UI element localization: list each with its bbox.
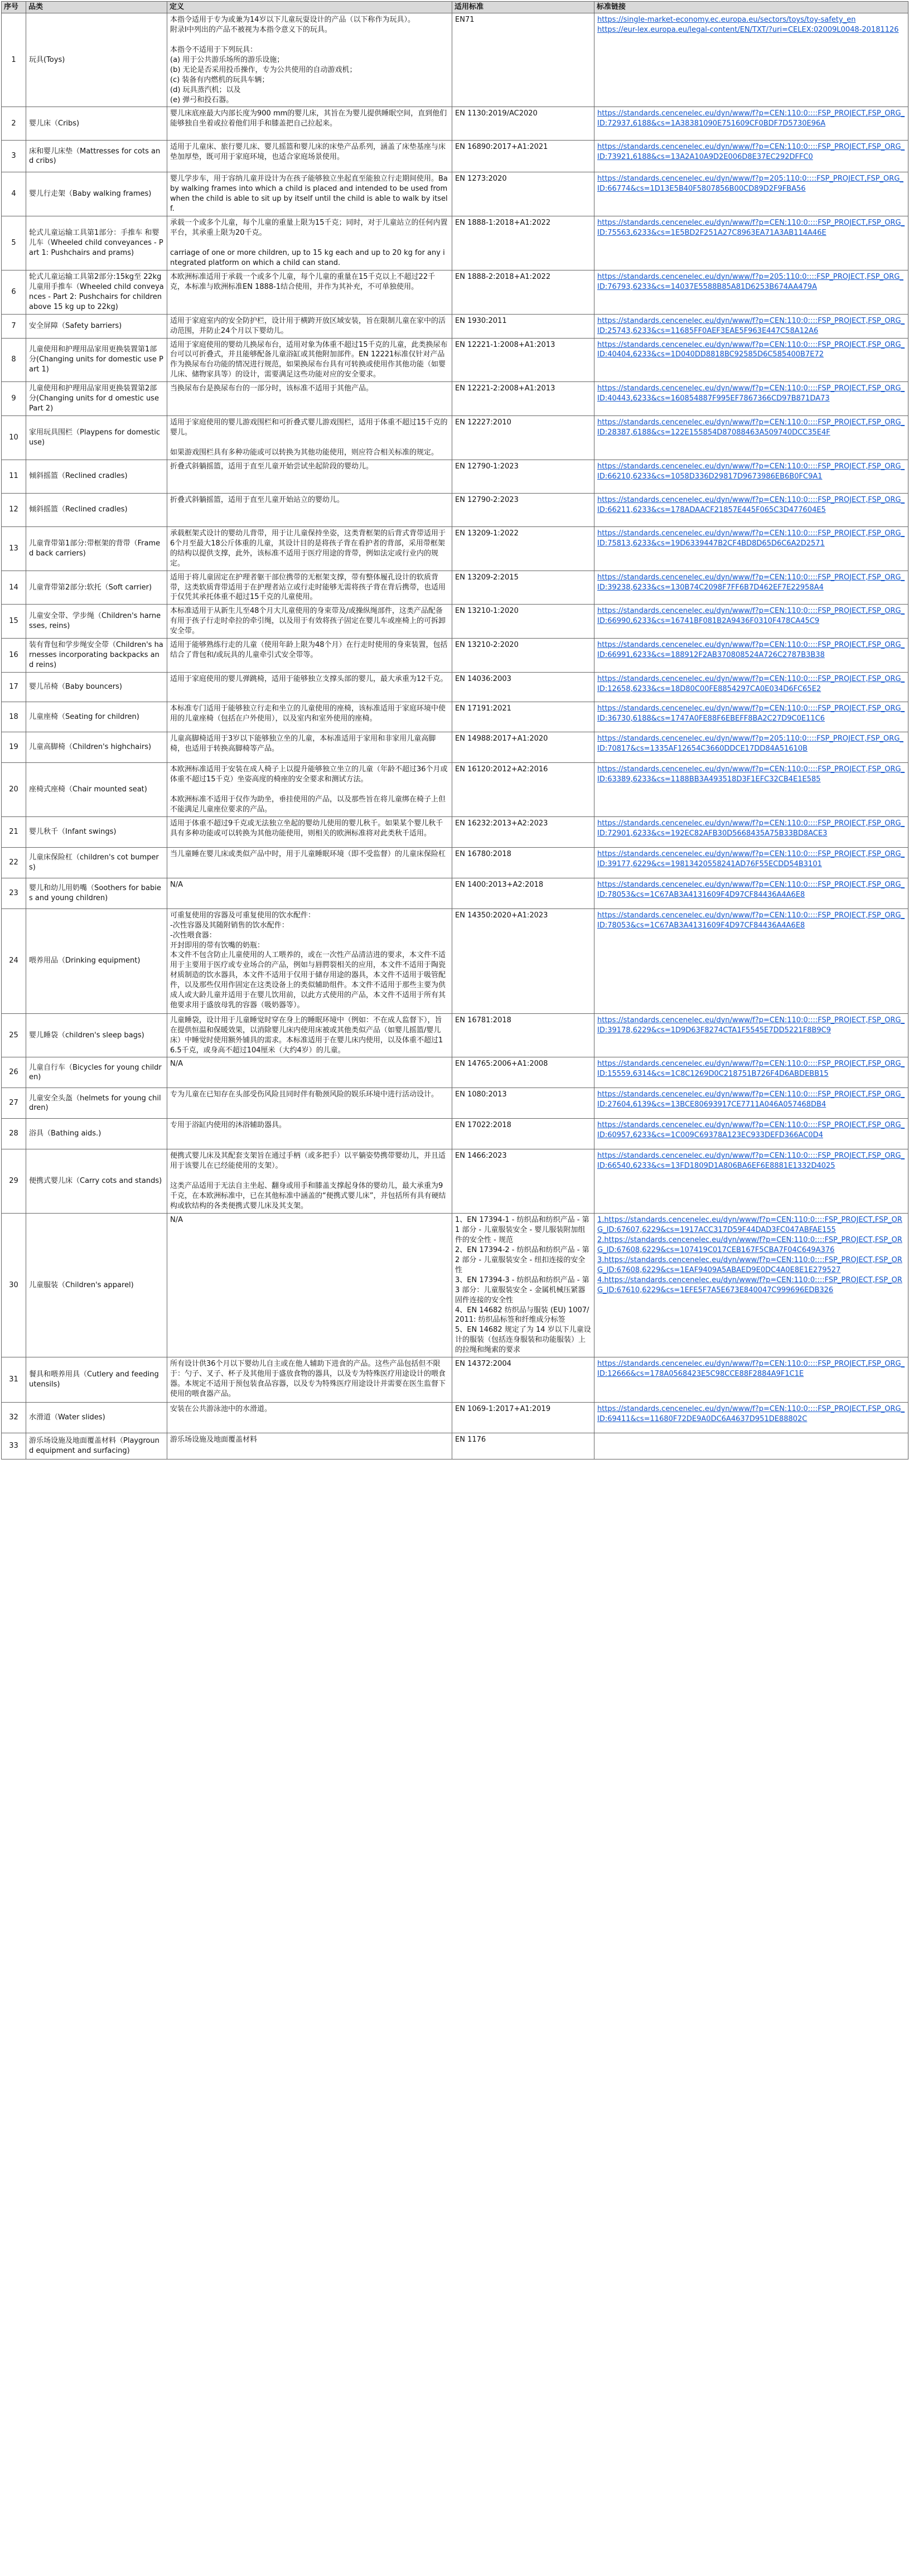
category-cell: 儿童座椅（Seating for children) [26,702,167,732]
row-number: 19 [2,732,26,763]
definition-cell: 婴儿床底座最大内部长度为900 mm的婴儿床，其旨在为婴儿提供睡眠空间，直到他们能够独自坐着或拉着他们用手和膝盖把自己拉起来。 [167,107,452,141]
definition-cell: 本指令适用于专为或兼为14岁以下儿童玩耍设计的产品（以下称作为玩具）。 附录I中列出的产品不被视为本指令意义下的玩具。 本指令不适用于下列玩具： (a) 用于公共游乐场所的游乐设施； (b) 无论是否采用投币操作，专为公共使用的自动游戏机； (c) 装备有内燃机的玩具车辆； (d) 玩具蒸汽机；以及 (e) 弹弓和投石器。 [167,13,452,107]
category-cell: 儿童使用和护理用品家用更换装置第1部分(Changing units for domestic use Part 1) [26,338,167,382]
definition-cell: N/A [167,1214,452,1357]
definition-cell: 所有设计供36个月以下婴幼儿自主或在他人辅助下进食的产品。这些产品包括但不限于：勺子、叉子、杯子及其他用于盛放食物的器具，以及专为特殊医疗用途设计的喂食器。本规定不适用于预包装食品容器，以及专为特殊医疗用途设计并需要在医生监督下使用的喂食器产品。 [167,1357,452,1403]
standard-link[interactable]: https://standards.cencenelec.eu/dyn/www/f?p=CEN:110:0::::FSP_PROJECT,FSP_ORG_ID:75563,6233&cs=1E5BD2F251A27C8963EA71A3AB114A46E [597,219,905,238]
definition-cell: N/A [167,878,452,908]
definition-cell: 游乐场设施及地面覆盖材料 [167,1433,452,1459]
table-row [2,338,908,382]
category-cell: 轮式儿童运输工具第2部分:15kg至 22kg儿童用手推车（Wheeled child conveyances - Part 2: Pushchairs for children above 15 kg up to 22kg) [26,270,167,314]
row-number: 32 [2,1403,26,1433]
row-number: 29 [2,1149,26,1214]
table-row [2,13,908,107]
definition-cell: 适用于家庭室内的安全防护栏，设计用于横跨开放区域安装，旨在限制儿童在家中的活动范围，并防止24个月以下婴幼儿。 [167,314,452,338]
category-cell: 便携式婴儿床（Carry cots and stands) [26,1149,167,1214]
table-row [2,1088,908,1119]
standard-link[interactable]: https://standards.cencenelec.eu/dyn/www/f?p=205:110:0::::FSP_PROJECT,FSP_ORG_ID:70817&cs=1335AF12654C3660DDCE17DD84A51610B [597,734,903,753]
standard-cell: EN 14036:2003 [452,673,594,702]
row-number: 20 [2,763,26,817]
row-number: 33 [2,1433,26,1459]
row-number: 10 [2,416,26,460]
standard-link[interactable]: https://standards.cencenelec.eu/dyn/www/f?p=CEN:110:0::::FSP_PROJECT,FSP_ORG_ID:12666&cs=178A0568423E5C98CCE88F2884A9F1C1E [597,1360,905,1379]
link-cell [594,1214,908,1357]
table-header-row [2,2,908,13]
link-cell [594,460,908,493]
table-row [2,416,908,460]
row-number: 3 [2,141,26,172]
category-cell: 玩具(Toys) [26,13,167,107]
row-number: 30 [2,1214,26,1357]
row-number: 5 [2,216,26,270]
standard-link[interactable]: https://standards.cencenelec.eu/dyn/www/f?p=CEN:110:0::::FSP_PROJECT,FSP_ORG_ID:15559,6314&cs=1C8C1269D0C218751B726F4D6ABDEBB15 [597,1060,905,1079]
table-row [2,763,908,817]
definition-cell: N/A [167,1057,452,1088]
standard-link[interactable]: 4.https://standards.cencenelec.eu/dyn/www/f?p=CEN:110:0::::FSP_PROJECT,FSP_ORG_ID:67610,6229&cs=1EFE5F7A5E673E840047C999696EDB326 [597,1275,902,1294]
table-row [2,1357,908,1403]
category-cell: 儿童高脚椅（Children's highchairs) [26,732,167,763]
category-cell: 婴儿床（Cribs) [26,107,167,141]
table-row [2,605,908,639]
row-number: 27 [2,1088,26,1119]
standard-cell: EN 13209-2:2015 [452,571,594,605]
row-number: 2 [2,107,26,141]
definition-cell: 承载框架式设计的婴幼儿背带，用于让儿童保持坐姿，这类背框架的后背式背带适用于6个月至最大18公斤体重的儿童，其设计目的是将孩子背在看护者的背部，采用带框架的结构以提供支撑，此外，该标准不适用于医疗用途的背带，例如法定或行业内的规定。 [167,526,452,571]
standard-link[interactable]: 1.https://standards.cencenelec.eu/dyn/www/f?p=CEN:110:0::::FSP_PROJECT,FSP_ORG_ID:67607,6229&cs=1917ACC317D59F44DAD3FC047ABFAE155 [597,1216,902,1234]
link-cell [594,702,908,732]
standard-cell: EN 1400:2013+A2:2018 [452,878,594,908]
standard-link[interactable]: https://standards.cencenelec.eu/dyn/www/f?p=CEN:110:0::::FSP_PROJECT,FSP_ORG_ID:66211,6233&cs=178ADAACF21857E445F065C3D477604E5 [597,495,905,514]
standard-cell: EN 16781:2018 [452,1013,594,1057]
standard-link[interactable]: https://standards.cencenelec.eu/dyn/www/f?p=CEN:110:0::::FSP_PROJECT,FSP_ORG_ID:66210,6233&cs=1058D336D29817D9673986EB6B0FC9A1 [597,462,905,481]
table-row [2,1403,908,1433]
category-cell: 儿童安全头盔（helmets for young children) [26,1088,167,1119]
standard-cell: EN 13210-2:2020 [452,639,594,673]
definition-cell: 适用于家庭使用的婴幼儿换尿布台，适用对象为体重不超过15千克的儿童，此类换尿布台可以可折叠式，并且能够配备儿童浴缸或其他附加部件。EN 12221标准仅针对产品作为换尿布台功能的情况进行规范，如果换尿布台具有可转换或使用作其他功能（如婴儿床、储物家具等）的设计，需要满足这些功能对应的安全要求。 [167,338,452,382]
link-cell [594,107,908,141]
table-row [2,639,908,673]
standard-cell: EN 17022:2018 [452,1119,594,1149]
table-row [2,1149,908,1214]
standard-link[interactable]: https://standards.cencenelec.eu/dyn/www/f?p=CEN:110:0::::FSP_PROJECT,FSP_ORG_ID:28387,6188&cs=122E155854D87088463A509740DCC35E4F [597,418,905,437]
definition-cell: 折叠式斜躺摇篮，适用于直至儿童开始站立的婴幼儿。 [167,493,452,526]
standard-link[interactable]: https://standards.cencenelec.eu/dyn/www/f?p=CEN:110:0::::FSP_PROJECT,FSP_ORG_ID:72901,6233&cs=192EC82AFB30D5668435A75B33BD8ACE3 [597,819,905,838]
standard-cell: EN 16120:2012+A2:2016 [452,763,594,817]
definition-cell: 儿童睡袋，设计用于儿童睡觉时穿在身上的睡眠环境中（例如：不在成人监督下），旨在提供恒温和保暖效果，以消除婴儿床内使用床被或其他类似产品（如婴儿摇篮/婴儿床）中睡觉时使用额外铺具的需求。本标准适用于在婴儿床内使用，以及体重不超过16.5千克，或身高不超过104厘米（大约4岁）的儿童。 [167,1013,452,1057]
category-cell: 装有背包和学步绳安全带（Children's harnesses incorporating backpacks and reins) [26,639,167,673]
table-row [2,216,908,270]
definition-cell: 本标准适用于从新生儿至48个月大儿童使用的身束带及/或操纵绳部件，这类产品配备有用于孩子行走时牵拉的牵引绳，以及用于有效将孩子固定在婴儿车或座椅上的可拆卸安全带。 [167,605,452,639]
category-cell: 安全屏障（Safety barriers) [26,314,167,338]
standard-cell: EN 12221-1:2008+A1:2013 [452,338,594,382]
header-link: 标准链接 [594,2,908,13]
standard-link[interactable]: https://standards.cencenelec.eu/dyn/www/f?p=205:110:0::::FSP_PROJECT,FSP_ORG_ID:76793,6233&cs=14037E5588B85A81D6253B674AA479A [597,272,903,291]
link-cell [594,493,908,526]
standard-link[interactable]: https://standards.cencenelec.eu/dyn/www/f?p=CEN:110:0::::FSP_PROJECT,FSP_ORG_ID:39238,6233&cs=130B74C2098F7FF6B7D462EF7E22958A4 [597,573,905,592]
table-row [2,493,908,526]
link-cell [594,1088,908,1119]
category-cell: 婴儿和幼儿用奶嘴（Soothers for babies and young children) [26,878,167,908]
row-number: 22 [2,847,26,878]
standard-cell: EN 12790-1:2023 [452,460,594,493]
row-number: 28 [2,1119,26,1149]
standards-table [1,1,908,1459]
row-number: 15 [2,605,26,639]
table-row [2,1214,908,1357]
row-number: 8 [2,338,26,382]
standard-cell: EN 16780:2018 [452,847,594,878]
standard-cell: EN 16890:2017+A1:2021 [452,141,594,172]
standard-link[interactable]: https://standards.cencenelec.eu/dyn/www/f?p=CEN:110:0::::FSP_PROJECT,FSP_ORG_ID:40443,6233&cs=160854887F995EF7867366CD97B871DA73 [597,384,905,403]
category-cell: 儿童服装（Children's apparel) [26,1214,167,1357]
standard-link[interactable]: https://eur-lex.europa.eu/legal-content/EN/TXT/?uri=CELEX:02009L0048-20181126 [597,25,899,34]
standard-link[interactable]: https://standards.cencenelec.eu/dyn/www/f?p=205:110:0::::FSP_PROJECT,FSP_ORG_ID:66774&cs=1D13E5B40F5807856B00CD89D2F9FBA56 [597,175,903,194]
definition-cell: 承载一个或多个儿童，每个儿童的重量上限为15千克；同时，对于儿童站立的任何内置平台，其承重上限为20千克。 carriage of one or more children, up to 15 kg each and up to 20 kg for any integrated platform on which a child can stand. [167,216,452,270]
table-row [2,172,908,216]
link-cell [594,571,908,605]
definition-cell: 本欧洲标准适用于承载一个或多个儿童，每个儿童的重量在15千克以上不超过22千克，本标准与欧洲标准EN 1888-1结合使用，并作为其补充，不可单独使用。 [167,270,452,314]
category-cell: 轮式儿童运输工具第1部分：手推车 和婴儿车（Wheeled child conveyances - Part 1: Pushchairs and prams) [26,216,167,270]
standard-cell: EN 12227:2010 [452,416,594,460]
category-cell: 婴儿睡袋（children's sleep bags) [26,1013,167,1057]
link-cell [594,13,908,107]
link-cell [594,141,908,172]
row-number: 24 [2,908,26,1013]
table-row [2,732,908,763]
standard-cell: EN 16232:2013+A2:2023 [452,816,594,847]
link-cell [594,526,908,571]
header-definition: 定义 [167,2,452,13]
category-cell: 倾斜摇篮（Reclined cradles) [26,493,167,526]
standard-link[interactable]: https://standards.cencenelec.eu/dyn/www/f?p=CEN:110:0::::FSP_PROJECT,FSP_ORG_ID:60957,6233&cs=1C009C69378A123EC933DEFD366AC0D4 [597,1121,905,1140]
standard-cell: EN 12790-2:2023 [452,493,594,526]
row-number: 13 [2,526,26,571]
standard-cell: EN 1130:2019/AC2020 [452,107,594,141]
table-row [2,1433,908,1459]
table-row [2,314,908,338]
standard-cell: EN 1888-1:2018+A1:2022 [452,216,594,270]
table-row [2,107,908,141]
category-cell: 婴儿秋千（Infant swings) [26,816,167,847]
table-row [2,908,908,1013]
row-number: 11 [2,460,26,493]
row-number: 4 [2,172,26,216]
table-row [2,1013,908,1057]
category-cell: 家用玩具围栏（Playpens for domestic use) [26,416,167,460]
row-number: 23 [2,878,26,908]
standard-cell: EN 14350:2020+A1:2023 [452,908,594,1013]
row-number: 26 [2,1057,26,1088]
standard-link[interactable]: https://standards.cencenelec.eu/dyn/www/f?p=CEN:110:0::::FSP_PROJECT,FSP_ORG_ID:63389,6233&cs=1188BB3A493518D3F1EFC32CB4E1E585 [597,765,905,784]
definition-cell: 适用于家庭使用的婴儿弹跳椅，适用于能够独立支撑头部的婴儿，最大承重为12千克。 [167,673,452,702]
definition-cell: 专用于浴缸内使用的沐浴辅助器具。 [167,1119,452,1149]
standard-link[interactable]: 3.https://standards.cencenelec.eu/dyn/www/f?p=CEN:110:0::::FSP_PROJECT,FSP_ORG_ID:67608,6229&cs=1EAF9409A5ABAED9E0DC4A0E8E1E279527 [597,1255,902,1274]
category-cell: 婴儿吊椅（Baby bouncers) [26,673,167,702]
standard-cell: EN 1888-2:2018+A1:2022 [452,270,594,314]
table-body [2,13,908,1459]
standard-cell: EN 1930:2011 [452,314,594,338]
standard-link[interactable]: https://standards.cencenelec.eu/dyn/www/f?p=CEN:110:0::::FSP_PROJECT,FSP_ORG_ID:66990,6233&cs=16741BF081B2A9436F0310F478CA45C9 [597,607,905,626]
link-cell [594,382,908,416]
category-cell: 儿童使用和护理用品家用更换装置第2部分(Changing units for d omestic use Part 2) [26,382,167,416]
row-number: 18 [2,702,26,732]
standard-link[interactable]: https://standards.cencenelec.eu/dyn/www/f?p=CEN:110:0::::FSP_PROJECT,FSP_ORG_ID:69411&cs=11680F72DE9A0DC6A4637D951DE88802C [597,1405,905,1424]
row-number: 7 [2,314,26,338]
category-cell: 儿童安全带、学步绳（Children's harnesses, reins) [26,605,167,639]
standard-cell: EN 1069-1:2017+A1:2019 [452,1403,594,1433]
link-cell [594,1013,908,1057]
standard-cell: EN 13209-1:2022 [452,526,594,571]
standard-link[interactable]: https://standards.cencenelec.eu/dyn/www/f?p=CEN:110:0::::FSP_PROJECT,FSP_ORG_ID:27604,6139&cs=13BCE80693917CE7711A046A057468DB4 [597,1090,905,1109]
table-row [2,673,908,702]
definition-cell: 便携式婴儿床及其配套支架旨在通过手柄（或多把手）以平躺姿势携带婴幼儿，并且适用于该婴儿在已经能使用的支架）。 这类产品适用于无法自主坐起、翻身或用手和膝盖支撑起身体的婴幼儿，最大承重为9千克，在本欧洲标准中，已在其他标准中涵盖的“便携式婴儿床”，并包括所有具有硬结构或软结构的各类便携式婴儿床及其支架。 [167,1149,452,1214]
table-row [2,816,908,847]
table-row [2,878,908,908]
link-cell [594,605,908,639]
definition-cell: 儿童高脚椅适用于3岁以下能够独立坐的儿童，本标准适用于家用和非家用儿童高脚椅，也适用于转换高脚椅等产品。 [167,732,452,763]
category-cell: 浴具（Bathing aids.) [26,1119,167,1149]
link-cell [594,1149,908,1214]
link-cell [594,172,908,216]
standard-link[interactable]: https://standards.cencenelec.eu/dyn/www/f?p=CEN:110:0::::FSP_PROJECT,FSP_ORG_ID:78053&cs=1C67AB3A4131609F4D97CF84436A4A6E8 [597,880,905,899]
category-cell: 倾斜摇篮（Reclined cradles) [26,460,167,493]
standard-link[interactable]: https://standards.cencenelec.eu/dyn/www/f?p=CEN:110:0::::FSP_PROJECT,FSP_ORG_ID:66991,6233&cs=188912F2AB370808524A726C2787B3B38 [597,641,905,660]
link-cell [594,1433,908,1459]
category-cell: 儿童背带第2部分:软托（Soft carrier) [26,571,167,605]
category-cell: 水滑道（Water slides) [26,1403,167,1433]
link-cell [594,878,908,908]
standard-link[interactable]: https://standards.cencenelec.eu/dyn/www/f?p=CEN:110:0::::FSP_PROJECT,FSP_ORG_ID:39177,6229&cs=19813420558241AD76F55ECDD54B3101 [597,849,905,868]
standard-link[interactable]: https://standards.cencenelec.eu/dyn/www/f?p=CEN:110:0::::FSP_PROJECT,FSP_ORG_ID:78053&cs=1C67AB3A4131609F4D97CF84436A4A6E8 [597,911,905,930]
table-row [2,270,908,314]
table-row [2,702,908,732]
definition-cell: 本标准专门适用于能够独立行走和坐立的儿童使用的座椅，该标准适用于家庭环境中使用的儿童座椅（包括在户外使用），以及室内和室外使用的座椅。 [167,702,452,732]
definition-cell: 婴儿学步车，用于容纳儿童并设计为在孩子能够独立坐起直至能独立行走期间使用。Baby walking frames into which a child is placed and intended to be used from when the child is able to sit up by itself until the child is able to walk by itself. [167,172,452,216]
table-row [2,526,908,571]
table-row [2,382,908,416]
table-row [2,141,908,172]
link-cell [594,732,908,763]
link-cell [594,816,908,847]
link-cell [594,270,908,314]
table-row [2,1057,908,1088]
table-row [2,1119,908,1149]
row-number: 16 [2,639,26,673]
definition-cell: 适用于能够熟练行走的儿童（使用年龄上限为48个月）在行走时使用的身束装置，包括结合了背包和/或玩具的儿童牵引式安全带等。 [167,639,452,673]
definition-cell: 本欧洲标准适用于安装在成人椅子上以提升能够独立坐立的儿童（年龄不超过36个月或体重不超过15千克）坐姿高度的椅座的安全要求和测试方法。 本欧洲标准不适用于仅作为助坐，垂挂使用的产品，以及那些旨在将儿童绑在椅子上但不能满足儿童座位要求的产品。 [167,763,452,817]
standard-link[interactable]: 2.https://standards.cencenelec.eu/dyn/www/f?p=CEN:110:0::::FSP_PROJECT,FSP_ORG_ID:67608,6229&cs=107419C017CEB167F5CBA7F04C649A376 [597,1235,902,1254]
definition-cell: 当儿童睡在婴儿床或类似产品中时，用于儿童睡眠环境（即不受监督）的儿童床保险杠 [167,847,452,878]
definition-cell: 专为儿童在已知存在头部受伤风险且同时伴有勒颈风险的娱乐环境中进行活动设计。 [167,1088,452,1119]
row-number: 9 [2,382,26,416]
standard-link[interactable]: https://standards.cencenelec.eu/dyn/www/f?p=CEN:110:0::::FSP_PROJECT,FSP_ORG_ID:12658,6233&cs=18D80C00FE8854297CA0E034D6FC65E2 [597,675,905,693]
standard-link[interactable]: https://standards.cencenelec.eu/dyn/www/f?p=CEN:110:0::::FSP_PROJECT,FSP_ORG_ID:66540,6233&cs=13FD1809D1A806BA6EF6E8881E1332D4025 [597,1152,905,1171]
definition-cell: 适用于体重不超过9千克或无法独立坐起的婴幼儿使用的婴儿秋千。如果某个婴儿秋千具有多种功能或可以转换为其他功能使用，则相关的欧洲标准将对此类秋千适用。 [167,816,452,847]
link-cell [594,338,908,382]
row-number: 17 [2,673,26,702]
standard-link[interactable]: https://standards.cencenelec.eu/dyn/www/f?p=CEN:110:0::::FSP_PROJECT,FSP_ORG_ID:40404,6233&cs=1D040DD8818BC92585D6C585400B7E72 [597,340,905,359]
standard-cell: EN 1466:2023 [452,1149,594,1214]
row-number: 12 [2,493,26,526]
link-cell [594,763,908,817]
link-cell [594,673,908,702]
link-cell [594,216,908,270]
standard-cell: EN 14372:2004 [452,1357,594,1403]
link-cell [594,1357,908,1403]
definition-cell: 当换尿布台是换尿布台的一部分时，该标准不适用于其他产品。 [167,382,452,416]
link-cell [594,908,908,1013]
standard-cell: EN 14988:2017+A1:2020 [452,732,594,763]
link-cell [594,1119,908,1149]
standard-cell: EN 14765:2006+A1:2008 [452,1057,594,1088]
header-standard: 适用标准 [452,2,594,13]
row-number: 1 [2,13,26,107]
table-row [2,847,908,878]
standard-link[interactable]: https://standards.cencenelec.eu/dyn/www/f?p=CEN:110:0::::FSP_PROJECT,FSP_ORG_ID:39178,6229&cs=1D9D63F8274CTA1F5545E7DD5221F8B9C9 [597,1016,905,1035]
row-number: 6 [2,270,26,314]
standard-link[interactable]: https://single-market-economy.ec.europa.eu/sectors/toys/toy-safety_en [597,16,856,24]
standard-link[interactable]: https://standards.cencenelec.eu/dyn/www/f?p=CEN:110:0::::FSP_PROJECT,FSP_ORG_ID:36730,6188&cs=1747A0FE88F6EBEFF8BA2C27D9C0E11C6 [597,704,905,723]
standard-cell: 1、EN 17394-1 - 纺织品和纺织产品 - 第 1 部分 - 儿童服装安全 - 婴儿服装附加组件的安全性 - 规范 2、EN 17394-2 - 纺织品和纺织产品 - 第 2 部分 - 儿童服装安全 - 纽扣连接的安全性 3、EN 17394-3 - 纺织品和纺织产品 - 第 3 部分：儿童服装安全 - 金属机械压紧器固件连接的安全性 4、EN 14682 纺织品与服装 (EU) 1007/2011: 纺织品标签和纤维成分标签 5、EN 14682 规定了为 14 岁以下儿童设计的服装（包括连身服装和功能服装）上的拉绳和绳索的要求 [452,1214,594,1357]
standard-cell: EN 1080:2013 [452,1088,594,1119]
definition-cell: 可重复使用的容器及可重复使用的饮水配件： -次性容器及其随附销售的饮水配件： -次性喂食器： 开封即用的带有饮嘴的奶瓶： 本文件不包含防止儿童使用的人工喂养的，或在一次性产品清洁进的要求，本文件不适用于主要用于医疗或专业场合的产品，例如与唇腭裂相关的应用，本文件不适用于陶瓷材质制造的饮水器具，本文件不适用于仅用于储存用途的器具，本文件不适用于吸管配件，以及那些仅用作固定在这类设备上的类似辅助组件。本文件不适用于那些主要为供成人或大龄儿童并适用于在婴儿饮用前，以此方式使用的产品，本文件不适用于所有其他要求用于盛放母乳的容器（吸奶器等）。 [167,908,452,1013]
standard-cell: EN 1273:2020 [452,172,594,216]
standard-cell: EN 13210-1:2020 [452,605,594,639]
row-number: 21 [2,816,26,847]
link-cell [594,1057,908,1088]
row-number: 25 [2,1013,26,1057]
category-cell: 座椅式座椅（Chair mounted seat) [26,763,167,817]
category-cell: 儿童床保险杠（children's cot bumpers) [26,847,167,878]
category-cell: 游乐场设施及地面覆盖材料（Playground equipment and surfacing) [26,1433,167,1459]
link-cell [594,639,908,673]
category-cell: 婴儿行走架（Baby walking frames) [26,172,167,216]
row-number: 14 [2,571,26,605]
standard-link[interactable]: https://standards.cencenelec.eu/dyn/www/f?p=CEN:110:0::::FSP_PROJECT,FSP_ORG_ID:73921,6188&cs=13A2A10A9D2E006D8E37EC292DFFC0 [597,143,905,162]
link-cell [594,847,908,878]
link-cell [594,1403,908,1433]
header-no: 序号 [2,2,26,13]
link-cell [594,416,908,460]
standard-link[interactable]: https://standards.cencenelec.eu/dyn/www/f?p=CEN:110:0::::FSP_PROJECT,FSP_ORG_ID:25743,6233&cs=11685FF0AEF3EAE5F963E447C58A12A6 [597,316,905,335]
category-cell: 床和婴儿床垫（Mattresses for cots and cribs) [26,141,167,172]
standard-cell: EN 12221-2:2008+A1:2013 [452,382,594,416]
standard-cell: EN 1176 [452,1433,594,1459]
table-row [2,460,908,493]
category-cell: 餐具和喂养用具（Cutlery and feeding utensils) [26,1357,167,1403]
standard-cell: EN 17191:2021 [452,702,594,732]
table-row [2,571,908,605]
definition-cell: 适用于将儿童固定在护理者躯干部位携带的无框架支撑，带有整体履孔设计的软质背带，这类软质背带适用于在护理者站立或行走时能够无需将孩子背在背后携带，也适用于仅凭其承托体重不超过15千克的儿童使用。 [167,571,452,605]
category-cell: 儿童自行车（Bicycles for young children) [26,1057,167,1088]
category-cell: 儿童背带第1部分:带框架的背带（Framed back carriers) [26,526,167,571]
definition-cell: 安装在公共游泳池中的水滑道。 [167,1403,452,1433]
category-cell: 喂养用品（Drinking equipment) [26,908,167,1013]
definition-cell: 折叠式斜躺摇篮，适用于直至儿童开始尝试坐起阶段的婴幼儿。 [167,460,452,493]
link-cell [594,314,908,338]
header-category: 品类 [26,2,167,13]
standard-link[interactable]: https://standards.cencenelec.eu/dyn/www/f?p=CEN:110:0::::FSP_PROJECT,FSP_ORG_ID:72937,6188&cs=1A38381090E751609CF0BDF7D5730E96A [597,109,905,128]
definition-cell: 适用于儿童床、旅行婴儿床、婴儿摇篮和婴儿床的床垫产品系列，涵盖了床垫基座与床垫加厚垫，既可用于家庭环境，也适合家庭场景使用。 [167,141,452,172]
standard-link[interactable]: https://standards.cencenelec.eu/dyn/www/f?p=CEN:110:0::::FSP_PROJECT,FSP_ORG_ID:75813,6233&cs=19D6339447B2CF4BD8D65D6C6A2D2571 [597,529,905,548]
row-number: 31 [2,1357,26,1403]
standard-cell: EN71 [452,13,594,107]
definition-cell: 适用于家庭使用的婴儿游戏围栏和可折叠式婴儿游戏围栏，适用于体重不超过15千克的婴儿。 如果游戏围栏具有多种功能或可以转换为其他功能使用，则应符合相关标准的规定。 [167,416,452,460]
